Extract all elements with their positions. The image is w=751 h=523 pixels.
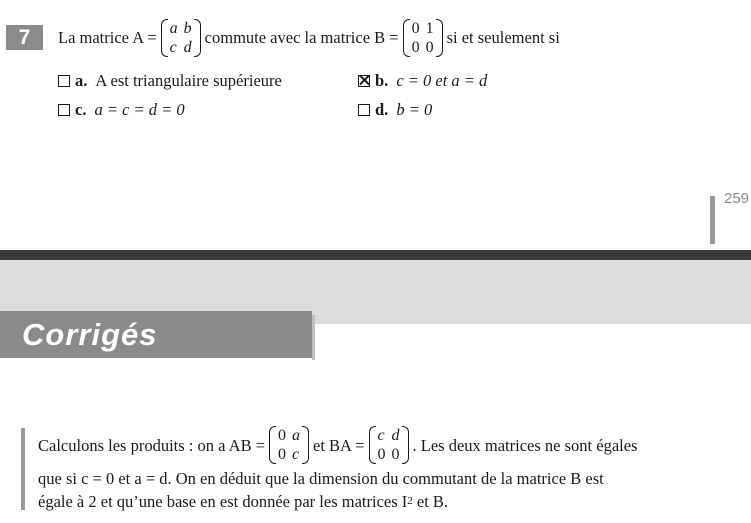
paren-left bbox=[403, 19, 410, 57]
option-d-label: d. bbox=[375, 100, 389, 119]
paren-right bbox=[402, 426, 409, 464]
matrix-a-cell: a bbox=[169, 20, 178, 37]
question-intro: La matrice A = bbox=[58, 28, 157, 47]
matrix-ba-cell: 0 bbox=[377, 446, 386, 463]
paren-left bbox=[369, 426, 376, 464]
answer-line2: que si c = 0 et a = d. On en déduit que la dimension du commutant de la matrice B est bbox=[38, 469, 604, 488]
answer-left-bar bbox=[21, 428, 25, 510]
answer-line1-mid: et BA = bbox=[313, 435, 365, 455]
option-a[interactable] bbox=[58, 70, 282, 92]
section-title: Corrigés bbox=[0, 311, 312, 358]
answer-line-3 bbox=[38, 490, 728, 513]
paren-left bbox=[161, 19, 168, 57]
matrix-ba-cell: c bbox=[377, 427, 385, 444]
matrix-b-cell: 0 bbox=[425, 39, 434, 56]
matrix-a-cell: d bbox=[183, 39, 192, 56]
answer-line-1 bbox=[38, 423, 728, 467]
option-c-text: a = c = d = 0 bbox=[94, 100, 185, 119]
matrix-b-cell: 0 bbox=[411, 20, 420, 37]
option-d-text: b = 0 bbox=[396, 100, 433, 119]
option-c[interactable] bbox=[58, 99, 185, 121]
option-c-label: c. bbox=[75, 100, 87, 119]
paren-right bbox=[436, 19, 443, 57]
answer-paragraph bbox=[38, 423, 728, 513]
matrix-ba-cell: 0 bbox=[391, 446, 400, 463]
option-a-text: A est triangulaire supérieure bbox=[95, 71, 282, 90]
checkbox-d[interactable] bbox=[358, 104, 370, 116]
answer-line3-sub: 2 bbox=[407, 495, 413, 507]
checkbox-c[interactable] bbox=[58, 104, 70, 116]
matrix-b-cell: 0 bbox=[411, 39, 420, 56]
matrix-ba bbox=[369, 426, 409, 464]
matrix-a bbox=[161, 19, 201, 57]
answer-line-2 bbox=[38, 467, 728, 490]
question-statement bbox=[58, 17, 560, 59]
answer-line3-end: et B. bbox=[416, 492, 449, 511]
section-divider bbox=[0, 250, 751, 260]
matrix-ab-cell: c bbox=[292, 446, 300, 463]
paren-right bbox=[194, 19, 201, 57]
answer-line1-end: . Les deux matrices ne sont égales bbox=[412, 435, 638, 455]
option-b-text: c = 0 et a = d bbox=[396, 71, 488, 90]
option-b-label: b. bbox=[375, 71, 389, 90]
option-b[interactable] bbox=[358, 70, 487, 92]
section-title-shadow bbox=[312, 315, 315, 360]
matrix-b-cell: 1 bbox=[425, 20, 434, 37]
matrix-ab-cell: a bbox=[292, 427, 301, 444]
paren-right bbox=[302, 426, 309, 464]
question-mid: commute avec la matrice B = bbox=[204, 28, 399, 47]
option-d[interactable] bbox=[358, 99, 432, 121]
page-number-bar bbox=[710, 196, 715, 244]
matrix-ba-cell: d bbox=[391, 427, 400, 444]
paren-left bbox=[269, 426, 276, 464]
checkbox-a[interactable] bbox=[58, 75, 70, 87]
matrix-a-cell: c bbox=[169, 39, 177, 56]
matrix-ab-cell: 0 bbox=[278, 427, 287, 444]
answer-line3-start: égale à 2 et qu’une base en est donnée par les matrices I bbox=[38, 492, 408, 511]
checkbox-b-checked[interactable] bbox=[358, 75, 370, 87]
option-a-label: a. bbox=[75, 71, 88, 90]
question-number: 7 bbox=[6, 25, 43, 50]
matrix-ab bbox=[269, 426, 309, 464]
question-end: si et seulement si bbox=[446, 28, 560, 47]
answer-line1-start: Calculons les produits : on a AB = bbox=[38, 435, 266, 455]
matrix-b bbox=[403, 19, 443, 57]
matrix-ab-cell: 0 bbox=[278, 446, 287, 463]
matrix-a-cell: b bbox=[183, 20, 192, 37]
page-number: 259 bbox=[724, 190, 750, 207]
